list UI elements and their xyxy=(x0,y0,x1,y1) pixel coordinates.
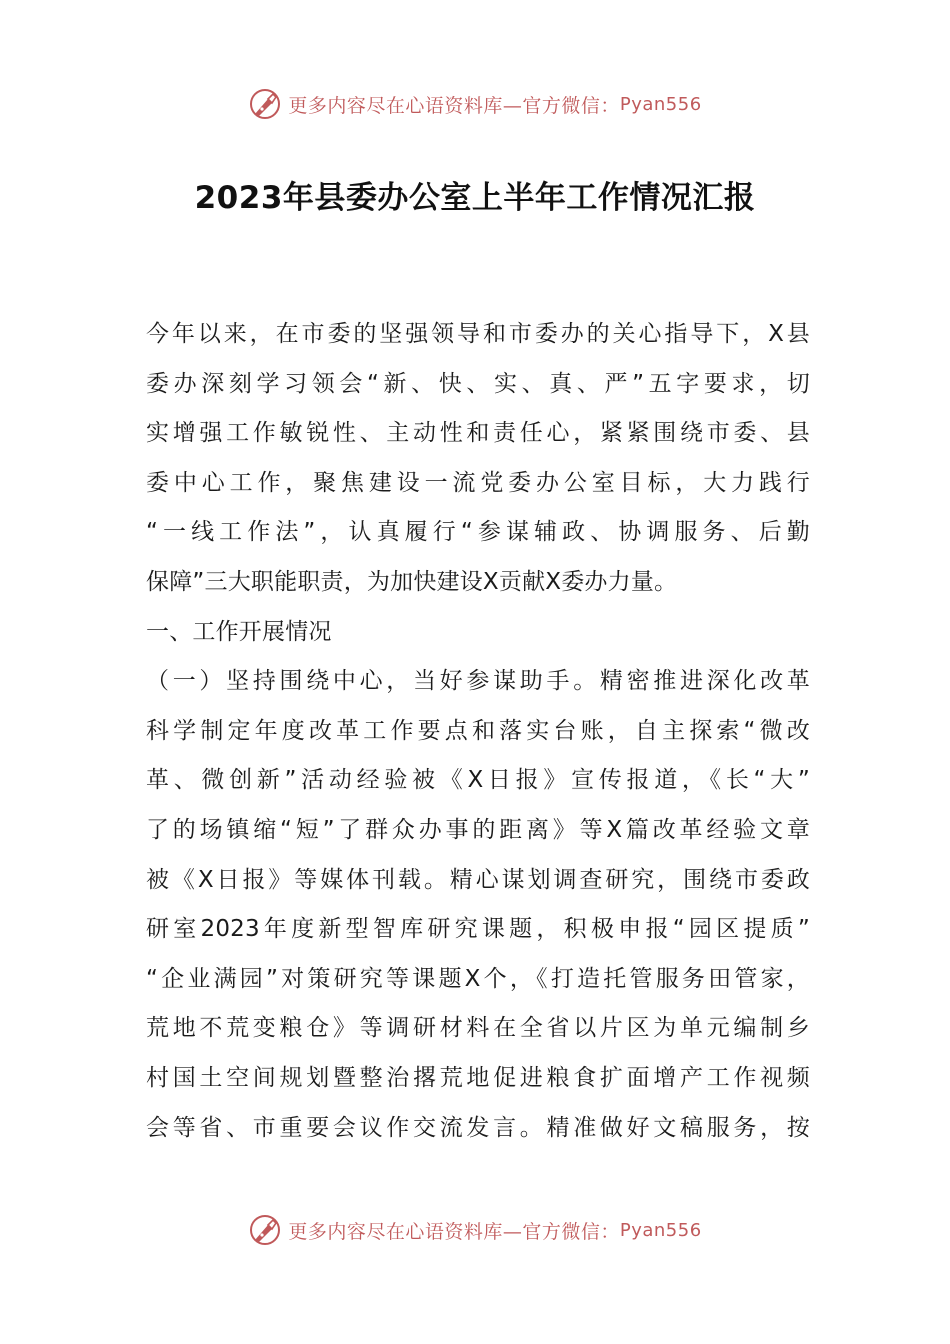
body-line: 村国土空间规划暨整治撂荒地促进粮食扩面增产工作视频 xyxy=(146,1064,810,1091)
watermark-text: 更多内容尽在心语资料库—官方微信： xyxy=(288,94,620,117)
body-line: 会等省、市重要会议作交流发言。精准做好文稿服务，按 xyxy=(146,1114,810,1141)
watermark-contact: Pyan556 xyxy=(619,93,702,115)
body-line: 科学制定年度改革工作要点和落实台账，自主探索“微改 xyxy=(146,717,810,744)
pen-nib-logo-icon xyxy=(248,87,282,121)
watermark-text: 更多内容尽在心语资料库—官方微信： xyxy=(288,1220,620,1243)
body-line: 保障”三大职能职责，为加快建设X贡献X委办力量。 xyxy=(146,568,678,595)
pen-nib-logo-icon xyxy=(248,1213,282,1247)
body-line: 荒地不荒变粮仓》等调研材料在全省以片区为单元编制乡 xyxy=(146,1015,810,1042)
body-line: 研室2023年度新型智库研究课题，积极申报“园区提质” xyxy=(146,916,810,943)
body-line: 革、微创新”活动经验被《X日报》宣传报道，《长“大” xyxy=(146,767,810,794)
watermark-header xyxy=(0,84,950,124)
body-line: 实增强工作敏锐性、主动性和责任心，紧紧围绕市委、县 xyxy=(146,420,810,447)
body-line: 了的场镇缩“短”了群众办事的距离》等X篇改革经验文章 xyxy=(146,816,810,843)
body-line: （一）坚持围绕中心，当好参谋助手。精密推进深化改革 xyxy=(146,668,810,695)
page-title: 2023年县委办公室上半年工作情况汇报 xyxy=(194,180,756,216)
body-line: “一线工作法”，认真履行“参谋辅政、协调服务、后勤 xyxy=(146,519,810,546)
body-line: 今年以来，在市委的坚强领导和市委办的关心指导下，X县 xyxy=(146,321,810,347)
body-line: 委办深刻学习领会“新、快、实、真、严”五字要求，切 xyxy=(146,370,810,397)
body-line: 委中心工作，聚焦建设一流党委办公室目标，大力践行 xyxy=(146,469,810,496)
body-line: 被《X日报》等媒体刊载。精心谋划调查研究，围绕市委政 xyxy=(146,866,810,893)
watermark-contact: Pyan556 xyxy=(619,1219,702,1241)
document-body xyxy=(146,310,810,1153)
section-heading: 一、工作开展情况 xyxy=(146,618,332,645)
body-line: “企业满园”对策研究等课题X个，《打造托管服务田管家， xyxy=(146,965,810,992)
watermark-footer xyxy=(0,1210,950,1250)
